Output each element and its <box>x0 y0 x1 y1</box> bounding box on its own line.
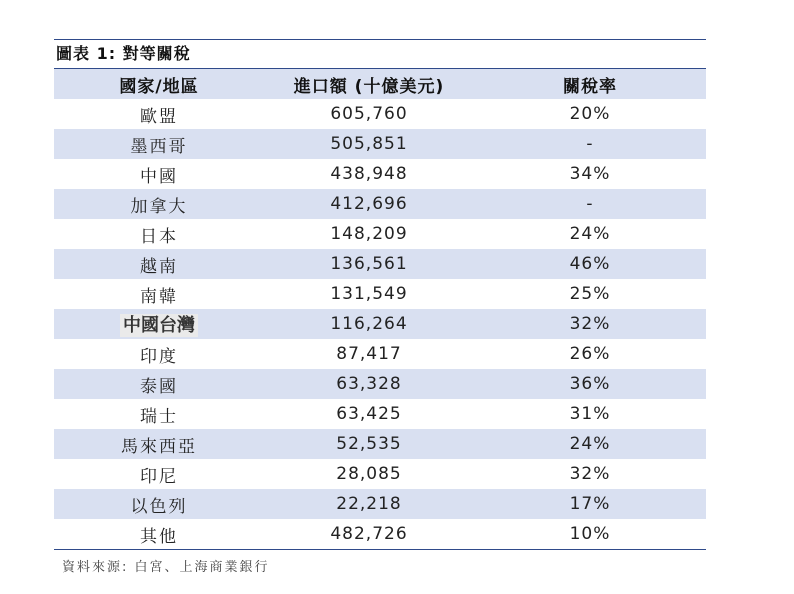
cell-imports: 505,851 <box>330 134 408 154</box>
cell-imports: 136,561 <box>330 254 408 274</box>
cell-tariff: - <box>586 194 594 214</box>
cell-country: 瑞士 <box>140 406 178 427</box>
cell-tariff: 10% <box>569 524 611 544</box>
cell-imports: 22,218 <box>336 494 402 514</box>
cell-country: 印度 <box>140 346 178 367</box>
cell-tariff: 46% <box>569 254 611 274</box>
table-row <box>54 279 706 309</box>
cell-imports: 482,726 <box>330 524 408 544</box>
cell-tariff: 34% <box>569 164 611 184</box>
cell-country: 中國 <box>140 166 178 187</box>
column-header-imports: 進口額 (十億美元) <box>293 76 445 97</box>
table-row <box>54 369 706 399</box>
cell-tariff: 24% <box>569 434 611 454</box>
cell-imports: 87,417 <box>336 344 402 364</box>
cell-tariff: 24% <box>569 224 611 244</box>
cell-country <box>54 309 264 339</box>
table-row <box>54 159 706 189</box>
cell-tariff: 36% <box>569 374 611 394</box>
cell-tariff: - <box>586 134 594 154</box>
cell-tariff: 20% <box>569 104 611 124</box>
cell-country: 日本 <box>140 226 178 247</box>
table-header-row <box>54 69 706 99</box>
table-row <box>54 459 706 489</box>
column-header-country: 國家/地區 <box>119 76 199 97</box>
cell-imports: 131,549 <box>330 284 408 304</box>
table-row <box>54 249 706 279</box>
cell-country: 墨西哥 <box>130 136 188 157</box>
table-row <box>54 309 706 339</box>
table-row <box>54 189 706 219</box>
cell-country: 泰國 <box>140 376 178 397</box>
cell-country: 以色列 <box>130 496 188 517</box>
cell-tariff: 32% <box>569 314 611 334</box>
table-row <box>54 399 706 429</box>
cell-country: 越南 <box>140 256 178 277</box>
source-note: 資料來源: 白宮、上海商業銀行 <box>62 560 270 575</box>
cell-country: 南韓 <box>140 286 178 307</box>
table-row <box>54 339 706 369</box>
cell-tariff: 26% <box>569 344 611 364</box>
figure-title: 圖表 1: 對等關稅 <box>56 44 191 63</box>
tariff-table <box>54 69 706 549</box>
cell-imports: 605,760 <box>330 104 408 124</box>
table-body <box>54 99 706 549</box>
cell-imports: 438,948 <box>330 164 408 184</box>
column-header-tariff: 關稅率 <box>563 76 617 97</box>
table-row <box>54 219 706 249</box>
cell-tariff: 25% <box>569 284 611 304</box>
cell-country: 馬來西亞 <box>121 436 197 457</box>
cell-imports: 63,425 <box>336 404 402 424</box>
table-row <box>54 489 706 519</box>
cell-country-highlighted: 中國台灣 <box>120 314 198 337</box>
cell-country: 歐盟 <box>140 106 178 127</box>
table-row <box>54 99 706 129</box>
cell-imports: 28,085 <box>336 464 402 484</box>
table-row <box>54 519 706 549</box>
cell-imports: 116,264 <box>330 314 408 334</box>
tariff-table-figure <box>54 39 706 550</box>
cell-imports: 148,209 <box>330 224 408 244</box>
cell-country: 印尼 <box>140 466 178 487</box>
cell-tariff: 31% <box>569 404 611 424</box>
cell-tariff: 17% <box>569 494 611 514</box>
cell-imports: 63,328 <box>336 374 402 394</box>
cell-imports: 412,696 <box>330 194 408 214</box>
cell-country: 其他 <box>140 526 178 547</box>
cell-country: 加拿大 <box>130 196 188 217</box>
table-row <box>54 429 706 459</box>
cell-imports: 52,535 <box>336 434 402 454</box>
cell-tariff: 32% <box>569 464 611 484</box>
table-row <box>54 129 706 159</box>
bottom-rule <box>54 549 706 550</box>
